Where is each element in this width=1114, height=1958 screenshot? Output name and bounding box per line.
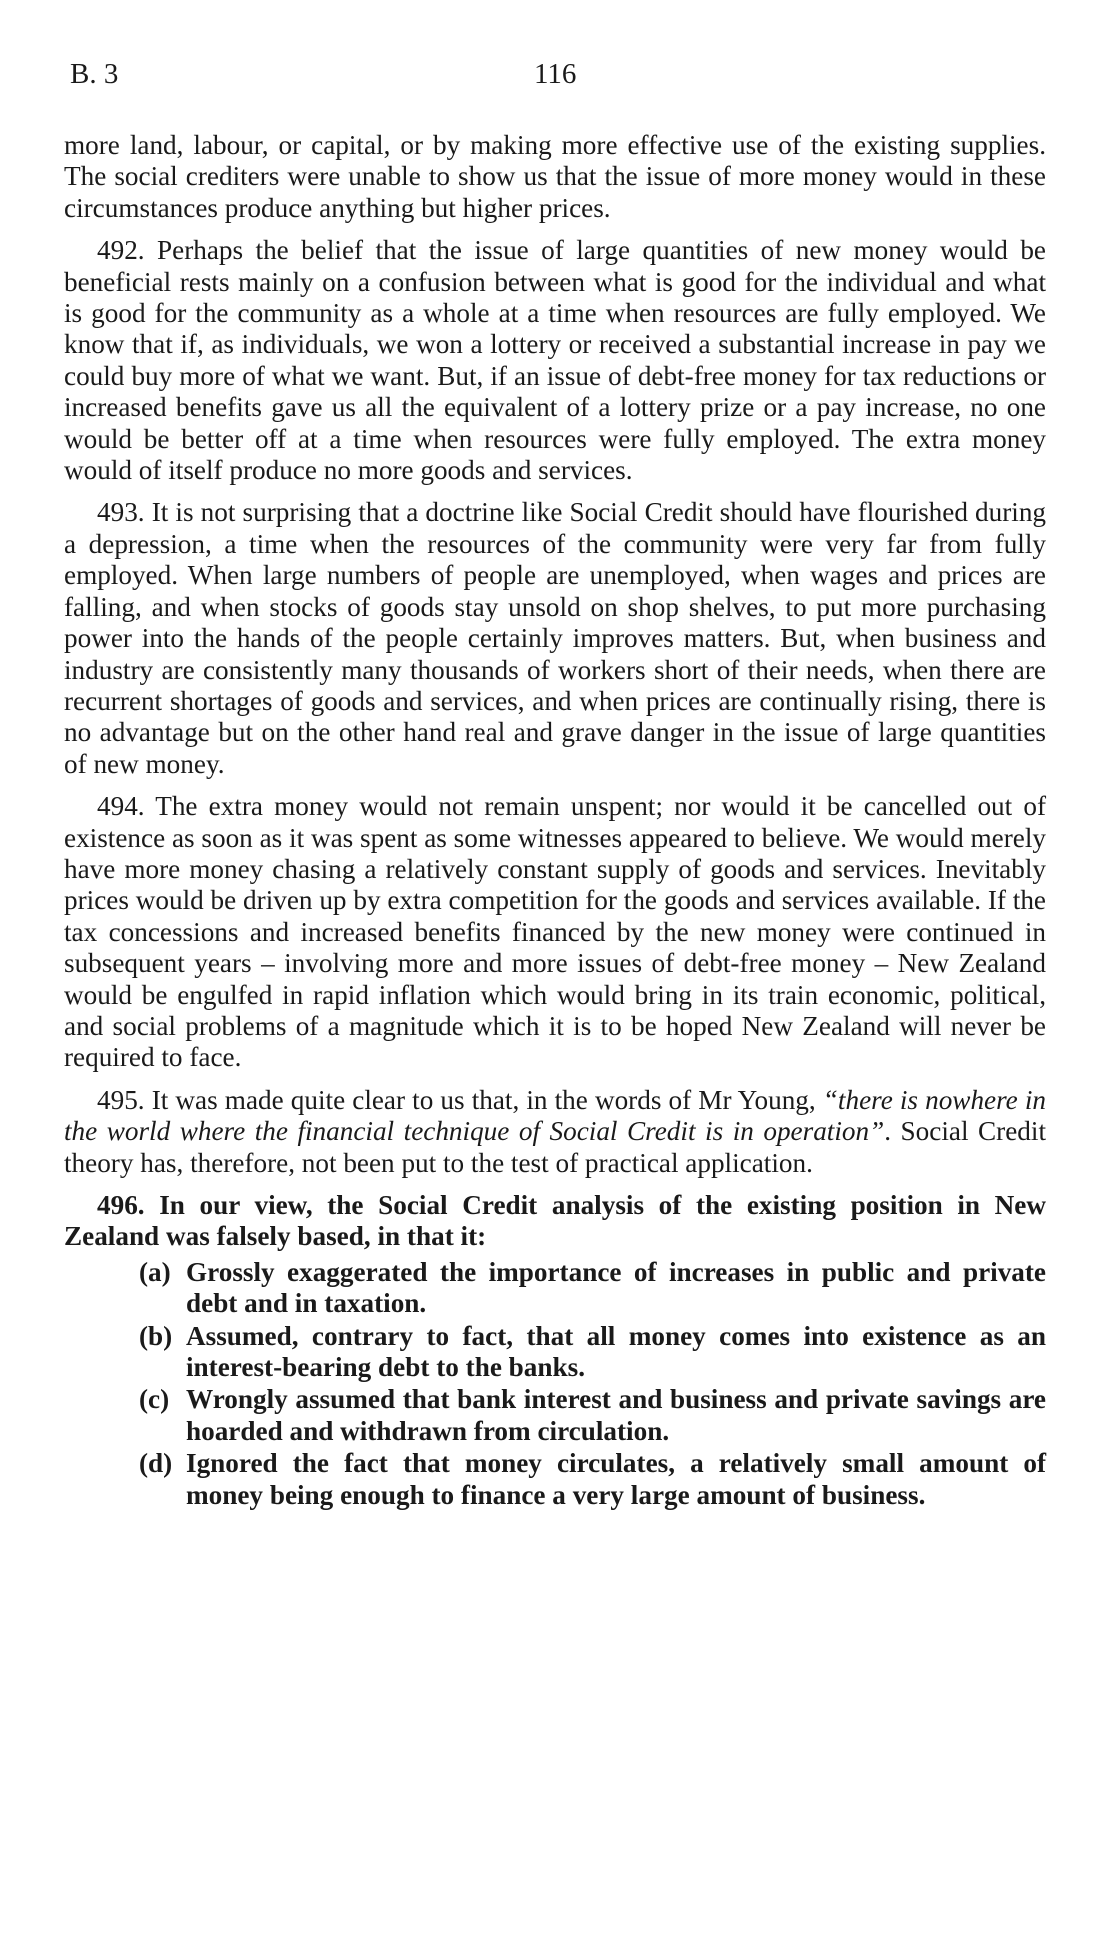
list-item-text: Grossly exaggerated the importance of increases in public and private debt and in taxation.	[186, 1256, 1046, 1319]
paragraph-text: The extra money would not remain unspent; nor would it be cancelled out of existence as soon as it was spent as some witnesses appeared to believe. We would merely have more money chasing a relatively constant supply of goods and services. Inevitably prices would be driven up by extra competition for the goods and services available. If the tax concessions and increased benefits financed by the new money were continued in subsequent years – involving more and more issues of debt-free money – New Zealand would be engulfed in rapid inflation which would bring in its train economic, political, and social problems of a magnitude which it is to be hoped New Zealand will never be required to face.	[64, 791, 1046, 1073]
paragraph-text: Perhaps the belief that the issue of large quantities of new money would be beneficial rests mainly on a confusion between what is good for the individual and what is good for the community as a whole at a time when resources are fully employed. We know that if, as individuals, we won a lottery or received a substantial increase in pay we could buy more of what we want. But, if an issue of debt-free money for tax reductions or increased benefits gave us all the equivalent of a lottery prize or a pay increase, no one would be better off at a time when resources were fully employed. The extra money would of itself produce no more goods and services.	[64, 235, 1046, 486]
paragraph-text: It was made quite clear to us that, in the words of Mr Young,	[151, 1084, 816, 1115]
paragraph-text: It is not surprising that a doctrine like Social Credit should have flourished during a depression, a time when the resources of the community were very far from fully employed. When large numbers of people are unemployed, when wages and prices are falling, and when stocks of goods stay unsold on shop shelves, to put more purchasing power into the hands of the people certainly improves matters. But, when business and industry are consistently many thousands of workers short of their needs, when there are recurrent shortages of goods and services, and when prices are continually rising, there is no advantage but on the other hand real and grave danger in the issue of large quantities of new money.	[64, 497, 1047, 779]
list-item-text: Assumed, contrary to fact, that all money comes into existence as an interest-bearing debt to the banks.	[186, 1320, 1046, 1383]
paragraph-number: 494.	[97, 791, 145, 822]
paragraph-494	[64, 791, 1046, 1074]
continuation-paragraph: more land, labour, or capital, or by making more effective use of the existing supplies. The social crediters were unable to show us that the issue of more money would in these circumstances produce anything but higher prices.	[64, 130, 1046, 223]
body-text	[64, 130, 1046, 1511]
document-page	[64, 58, 1046, 1512]
quotation: “there is nowhere in the world where the financial technique of Social Credit is in operation”	[64, 1084, 1046, 1147]
list-item-text: Wrongly assumed that bank interest and business and private savings are hoarded and withdrawn from circulation.	[186, 1384, 1046, 1446]
paragraph-text-end: . Social Credit theory has, therefore, not been put to the test of practical application.	[64, 1116, 1046, 1178]
list-item	[64, 1321, 1046, 1384]
series-code: B. 3	[70, 58, 119, 90]
list-item	[64, 1257, 1046, 1320]
findings-list	[64, 1257, 1046, 1511]
list-item-letter: (a)	[139, 1256, 171, 1287]
page-header	[64, 58, 1046, 102]
list-item-letter: (c)	[139, 1384, 170, 1415]
paragraph-number: 495.	[97, 1084, 145, 1115]
list-item-text: Ignored the fact that money circulates, a relatively small amount of money being enough to finance a very large amount of business.	[186, 1448, 1046, 1510]
paragraph-492	[64, 235, 1046, 486]
page-number: 116	[534, 58, 577, 90]
paragraph-text: In our view, the Social Credit analysis of the existing position in New Zealand was falsely based, in that it:	[64, 1190, 1047, 1252]
list-item-letter: (b)	[139, 1320, 173, 1351]
paragraph-number: 493.	[97, 497, 145, 528]
paragraph-493	[64, 497, 1046, 780]
list-item-letter: (d)	[139, 1448, 173, 1479]
paragraph-496	[64, 1190, 1046, 1253]
list-item	[64, 1448, 1046, 1511]
paragraph-number: 496.	[97, 1190, 145, 1220]
list-item	[64, 1384, 1046, 1447]
paragraph-number: 492.	[97, 235, 145, 266]
paragraph-495	[64, 1085, 1046, 1179]
